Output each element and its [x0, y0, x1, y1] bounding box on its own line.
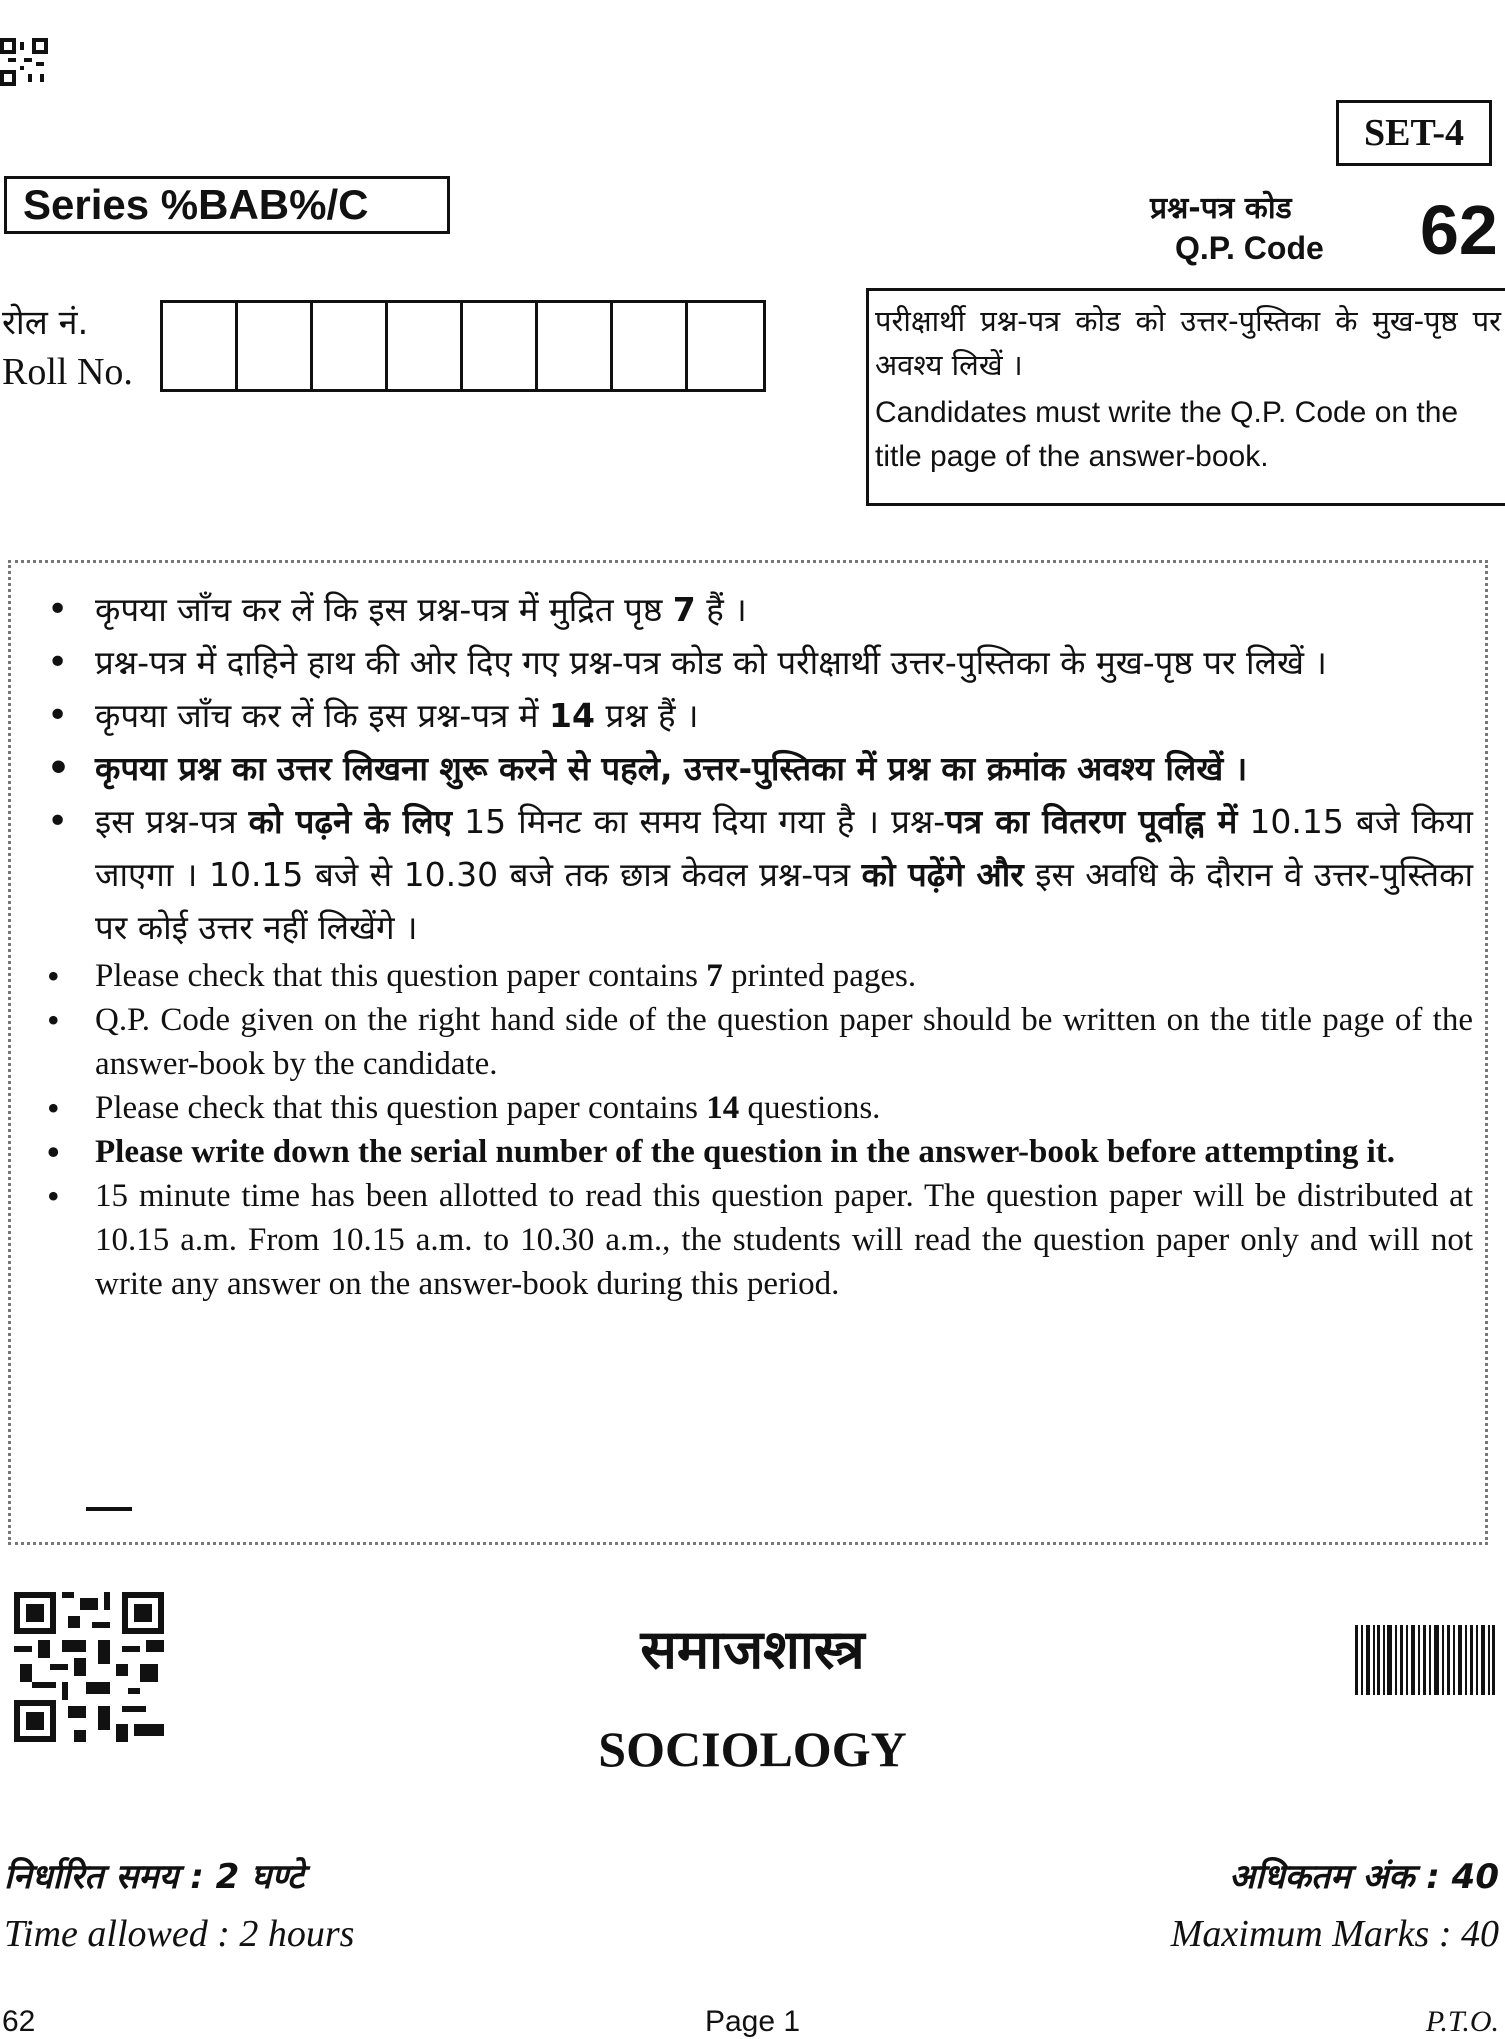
instruction-text: printed pages.: [722, 958, 917, 994]
note-hindi: परीक्षार्थी प्रश्न-पत्र कोड को उत्तर-पुस्तिका के मुख-पृष्ठ पर अवश्य लिखें ।: [875, 304, 1501, 382]
instruction-emphasis: पत्र का वितरण पूर्वाह्न में: [945, 802, 1238, 841]
roll-number-boxes[interactable]: [160, 300, 766, 392]
roll-digit-box[interactable]: [613, 303, 688, 389]
instruction-emphasis: को पढ़ेंगे और: [861, 855, 1024, 894]
underline-mark: [86, 1507, 132, 1511]
qp-code-value: 62: [1420, 191, 1498, 269]
instruction-en-1: [33, 954, 1473, 998]
note-english: Candidates must write the Q.P. Code on the title page of the answer-book.: [875, 396, 1459, 473]
instruction-hi-4: • कृपया प्रश्न का उत्तर लिखना शुरू करने से पहले, उत्तर-पुस्तिका में प्रश्न का क्रमांक अवश्य लिखें ।: [33, 742, 1473, 795]
instruction-text: 15 मिनट का समय दिया गया है । प्रश्न-: [451, 802, 946, 841]
instructions-panel: [8, 560, 1488, 1545]
instruction-emphasis: 7: [706, 958, 723, 994]
roll-digit-box[interactable]: [463, 303, 538, 389]
subject-title-hindi: समाजशास्त्र: [640, 1618, 865, 1681]
max-marks: Maximum Marks : 40: [1170, 1913, 1499, 1955]
instruction-en-3: [33, 1086, 1473, 1130]
barcode-icon: [1355, 1625, 1495, 1695]
qr-code-small-icon: [0, 38, 48, 86]
subject-title: SOCIOLOGY: [598, 1721, 907, 1777]
instruction-text: प्रश्न हैं ।: [594, 696, 699, 735]
instruction-emphasis: 14: [706, 1090, 740, 1126]
roll-digit-box[interactable]: [313, 303, 388, 389]
set-label: SET-4: [1336, 100, 1492, 166]
roll-digit-box[interactable]: [163, 303, 238, 389]
qp-code-label-hindi: प्रश्न-पत्र कोड: [1150, 191, 1292, 226]
roll-digit-box[interactable]: [688, 303, 763, 389]
instruction-en-5: • 15 minute time has been allotted to read this question paper. The question paper will be distributed at 10.15 a.m. From 10.15 a.m. to 10.30 a.m., the students will read the question paper only and will not write any answer on the answer-book during this period.: [33, 1174, 1473, 1306]
roll-digit-box[interactable]: [538, 303, 613, 389]
footer-pto: P.T.O.: [1425, 2005, 1499, 2038]
instruction-emphasis: 14: [549, 696, 595, 735]
instruction-text: हैं ।: [695, 590, 747, 629]
instruction-text: 10.15 बजे किया जाएगा । 10.15 बजे से 10.30 बजे तक छात्र केवल प्रश्न-पत्र: [95, 802, 1473, 894]
qp-code-label: Q.P. Code: [1175, 230, 1324, 266]
instruction-en-2: • Q.P. Code given on the right hand side of the question paper should be written on the title page of the answer-book by the candidate.: [33, 998, 1473, 1086]
roll-digit-box[interactable]: [388, 303, 463, 389]
roll-label-hindi: रोल नं.: [2, 303, 89, 343]
qp-code-note: [866, 288, 1505, 506]
instruction-text: कृपया जाँच कर लें कि इस प्रश्न-पत्र में: [95, 696, 550, 735]
instruction-text: कृपया जाँच कर लें कि इस प्रश्न-पत्र में मुद्रित पृष्ठ: [95, 590, 673, 629]
instruction-hi-2: • प्रश्न-पत्र में दाहिने हाथ की ओर दिए गए प्रश्न-पत्र कोड को परीक्षार्थी उत्तर-पुस्तिका के मुख-पृष्ठ पर लिखें ।: [33, 636, 1473, 689]
instruction-text: इस प्रश्न-पत्र: [95, 802, 249, 841]
time-allowed: Time allowed : 2 hours: [4, 1913, 355, 1955]
instruction-emphasis: 7: [672, 590, 696, 629]
instruction-hi-1: [33, 583, 1473, 636]
time-allowed-hindi: निर्धारित समय : 2 घण्टे: [4, 1857, 305, 1897]
max-marks-hindi: अधिकतम अंक : 40: [1228, 1857, 1499, 1897]
instruction-en-4: • Please write down the serial number of the question in the answer-book before attempting it.: [33, 1130, 1473, 1174]
footer-code: 62: [2, 2005, 36, 2038]
footer-page-number: Page 1: [704, 2005, 801, 2038]
instruction-text: Please check that this question paper contains: [95, 958, 707, 994]
instruction-hi-3: [33, 689, 1473, 742]
roll-digit-box[interactable]: [238, 303, 313, 389]
roll-label: Roll No.: [2, 351, 133, 393]
instruction-emphasis: को पढ़ने के लिए: [248, 802, 452, 841]
instruction-text: questions.: [739, 1090, 881, 1126]
instruction-text: Please check that this question paper contains: [95, 1090, 707, 1126]
instruction-hi-5: [33, 795, 1473, 954]
instruction-text: इस अवधि के दौरान वे उत्तर-पुस्तिका पर कोई उत्तर नहीं लिखेंगे ।: [95, 855, 1474, 947]
series-label: Series %BAB%/C: [4, 176, 450, 234]
